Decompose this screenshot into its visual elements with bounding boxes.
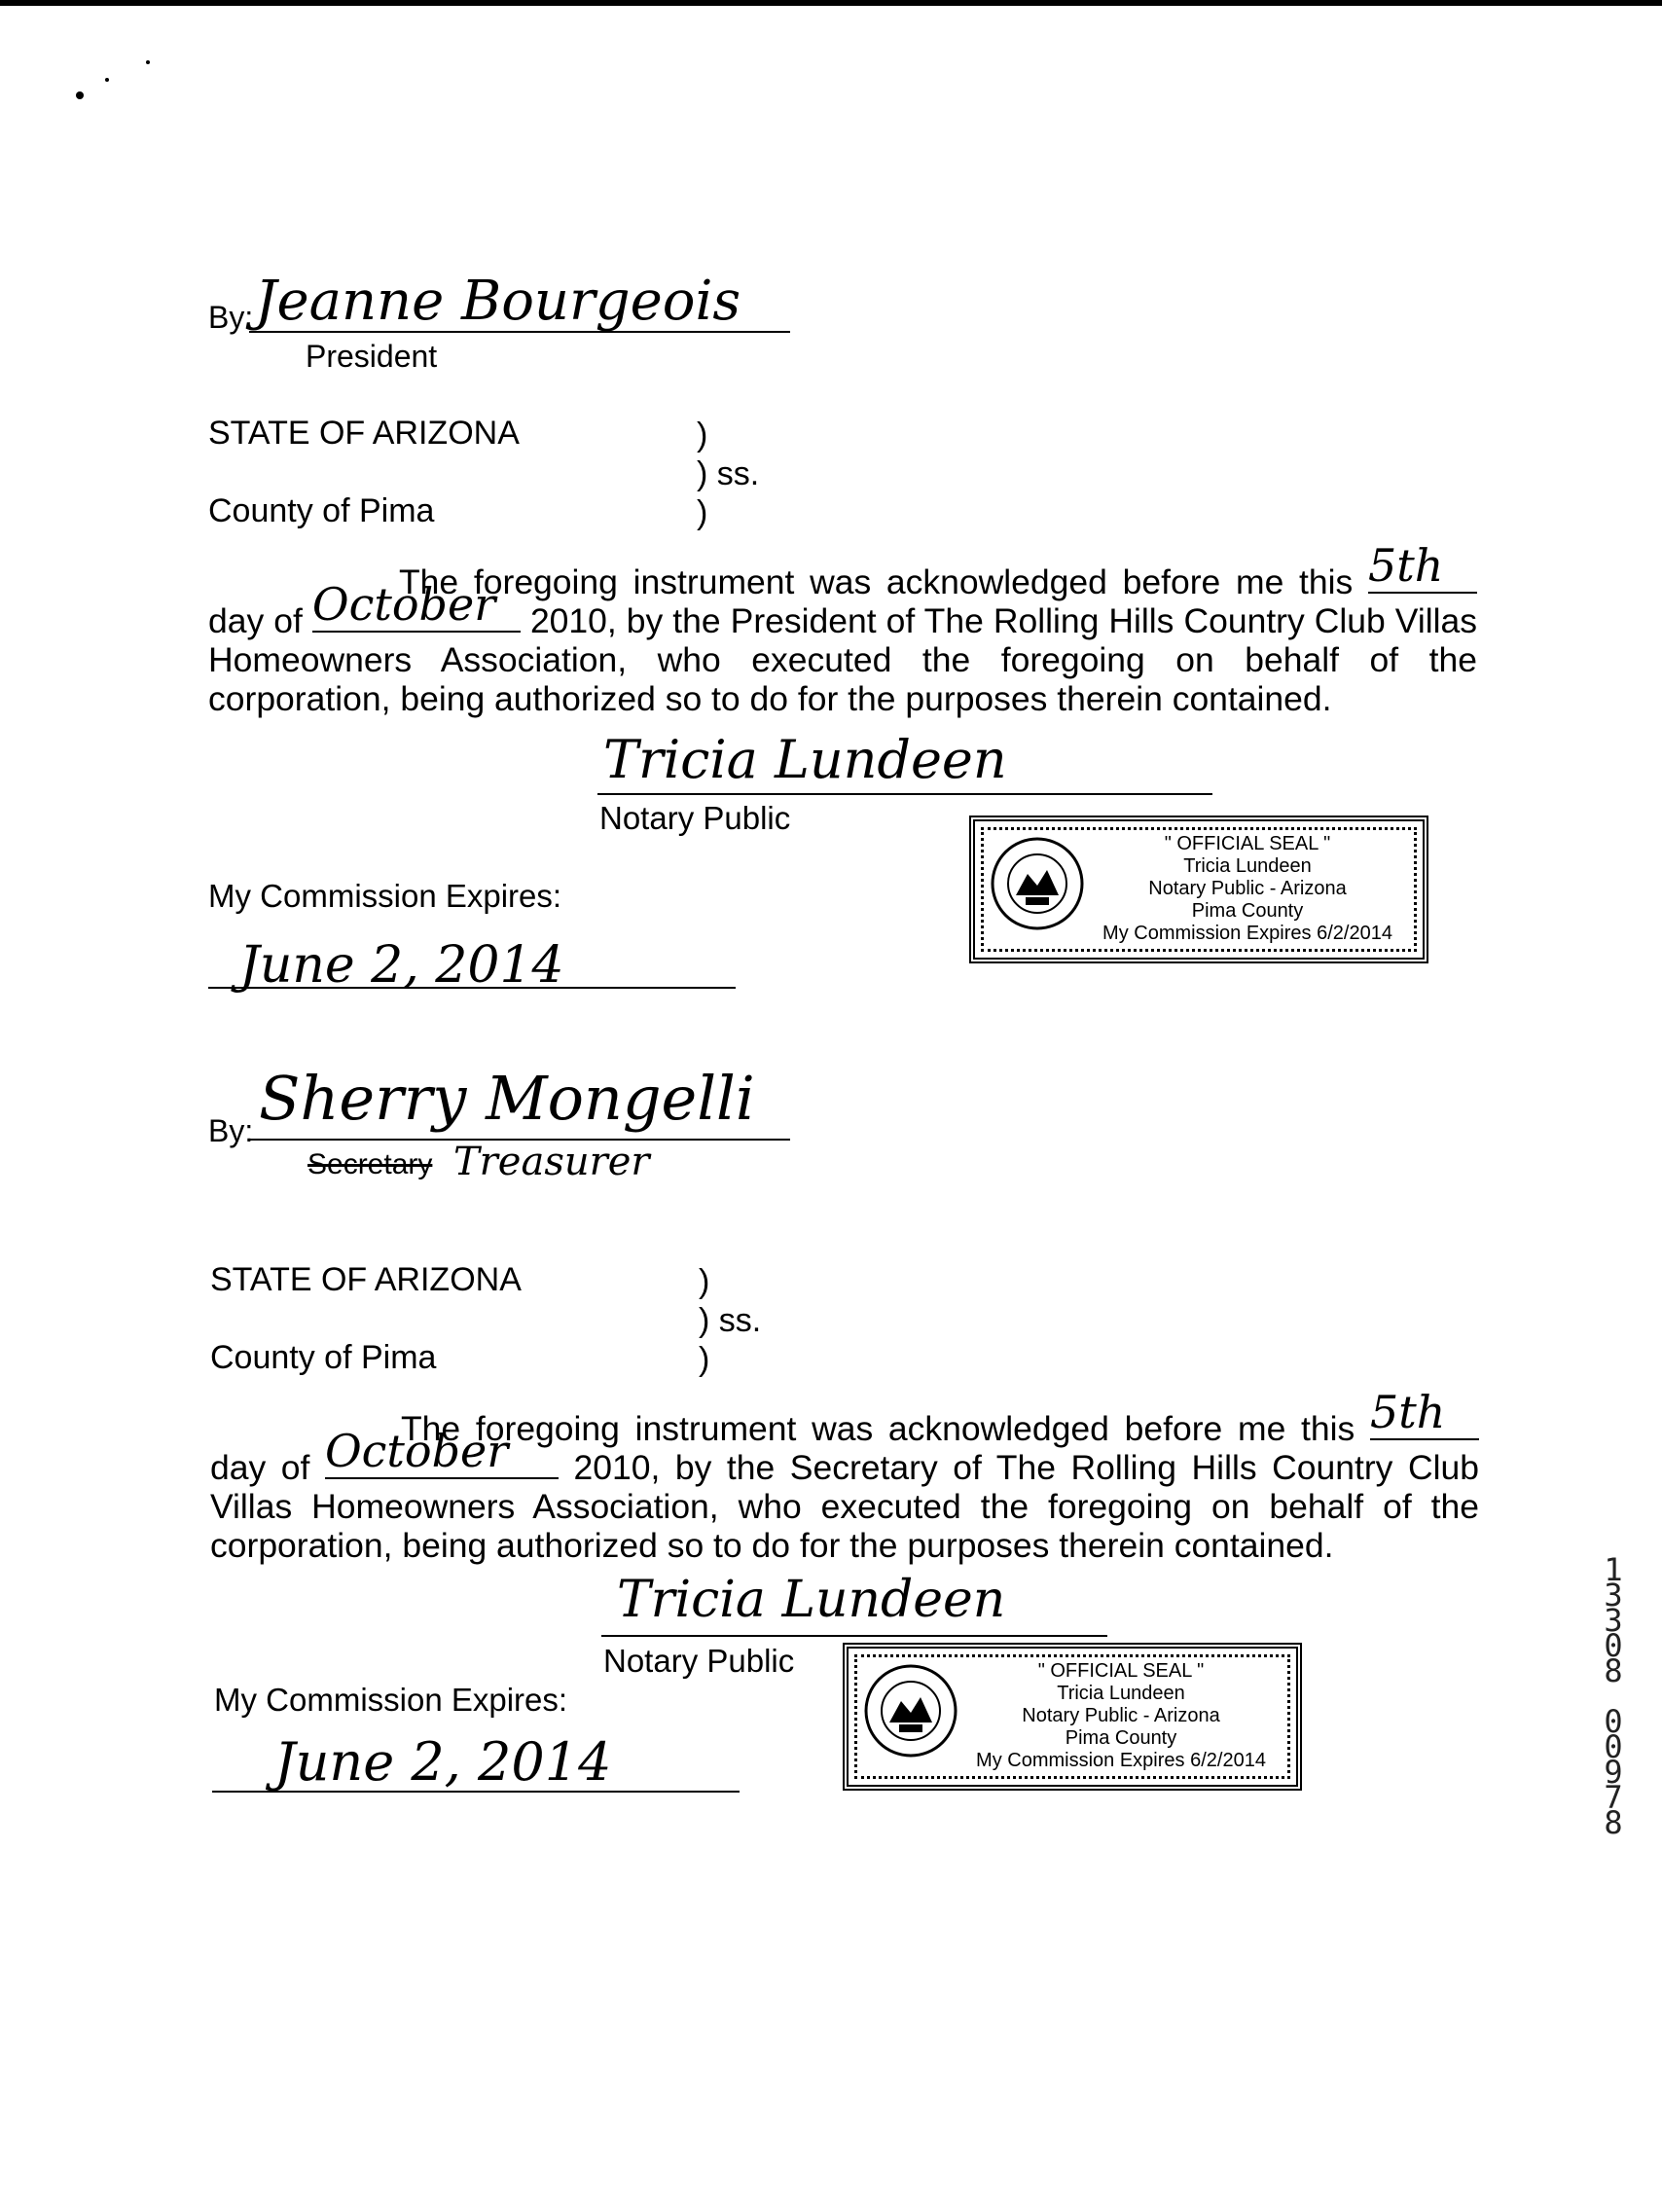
state-seal-emblem xyxy=(989,835,1086,932)
day-blank xyxy=(1370,1386,1479,1440)
month-blank xyxy=(311,578,521,633)
scan-mark xyxy=(146,60,150,64)
notary-signature: Tricia Lundeen xyxy=(617,1571,1006,1629)
scan-mark xyxy=(76,91,84,99)
county-label: County of Pima xyxy=(208,492,435,529)
official-notary-seal xyxy=(969,816,1428,963)
commission-date-handwritten: June 2, 2014 xyxy=(274,1731,612,1793)
ack-text-start: The foregoing instrument was acknowledged before me this xyxy=(401,1409,1355,1448)
seal-line-5: My Commission Expires 6/2/2014 xyxy=(976,1750,1266,1771)
scan-mark xyxy=(105,78,109,82)
margin-stamp-text: 1 3 3 0 8 0 0 9 7 8 xyxy=(1604,1551,1623,1841)
state-label: STATE OF ARIZONA xyxy=(208,415,520,452)
paren: ) xyxy=(697,494,708,531)
by-label: By: xyxy=(208,300,254,335)
month-handwritten: October xyxy=(311,578,496,631)
day-handwritten: 5th xyxy=(1368,539,1444,592)
commission-label: My Commission Expires: xyxy=(208,878,562,914)
notary-signature-line xyxy=(601,1635,1107,1637)
president-signature: Jeanne Bourgeois xyxy=(255,270,741,333)
commission-line xyxy=(212,1791,740,1793)
seal-line-5: My Commission Expires 6/2/2014 xyxy=(1102,923,1392,944)
seal-line-4: Pima County xyxy=(1191,900,1304,922)
struck-title: Secretary xyxy=(307,1148,433,1180)
day-of-text: day of xyxy=(208,601,303,640)
by-label: By: xyxy=(208,1113,254,1148)
paren: ) xyxy=(697,417,708,453)
commission-line xyxy=(208,987,736,989)
paren: ) xyxy=(699,1263,710,1300)
notary-label: Notary Public xyxy=(603,1643,795,1679)
ss-label: ) ss. xyxy=(699,1302,762,1339)
seal-line-1: " OFFICIAL SEAL " xyxy=(1037,1660,1205,1682)
of-text: of xyxy=(280,1448,310,1487)
county-label: County of Pima xyxy=(210,1339,437,1376)
commission-label: My Commission Expires: xyxy=(214,1682,568,1718)
commission-date-handwritten: June 2, 2014 xyxy=(239,936,564,995)
day-blank xyxy=(1368,539,1477,594)
notary-signature: Tricia Lundeen xyxy=(603,729,1007,790)
ack-text-rest: 2010, by the Secretary of The Rolling Hills Country Club Villas Homeowners Association, who executed the foregoing on behalf of the corporation, being authorized so to do for the purposes therein contained. xyxy=(210,1448,1479,1565)
signature-line xyxy=(249,331,790,333)
seal-line-2: Tricia Lundeen xyxy=(1057,1683,1185,1704)
acknowledgment-paragraph xyxy=(210,1386,1479,1565)
month-blank xyxy=(324,1425,559,1479)
official-notary-seal xyxy=(843,1643,1302,1791)
signer-title: President xyxy=(306,339,438,374)
month-handwritten: October xyxy=(324,1425,509,1477)
margin-recording-stamp xyxy=(1594,1551,1633,1841)
seal-line-1: " OFFICIAL SEAL " xyxy=(1164,833,1331,854)
day-handwritten: 5th xyxy=(1370,1386,1446,1438)
day-text: day xyxy=(210,1448,267,1487)
notary-label: Notary Public xyxy=(599,800,791,836)
seal-line-4: Pima County xyxy=(1065,1727,1177,1749)
ss-label: ) ss. xyxy=(697,455,760,492)
ack-text-rest: 2010, by the President of The Rolling Hills Country Club Villas Homeowners Association, who executed the foregoing on behalf of the corporation, being authorized so to do for the purposes therein contained. xyxy=(208,601,1477,718)
ack-text-start: The foregoing instrument was acknowledged before me this xyxy=(399,562,1354,601)
state-seal-emblem xyxy=(862,1662,959,1759)
state-label: STATE OF ARIZONA xyxy=(210,1261,522,1298)
treasurer-signature: Sherry Mongelli xyxy=(259,1063,755,1134)
notary-signature-line xyxy=(597,793,1212,795)
seal-line-3: Notary Public - Arizona xyxy=(1022,1705,1220,1726)
seal-line-3: Notary Public - Arizona xyxy=(1148,878,1347,899)
paren: ) xyxy=(699,1341,710,1378)
seal-line-2: Tricia Lundeen xyxy=(1183,855,1312,877)
title-handwritten: Treasurer xyxy=(453,1140,650,1184)
acknowledgment-paragraph xyxy=(208,539,1477,718)
top-border xyxy=(0,0,1662,6)
